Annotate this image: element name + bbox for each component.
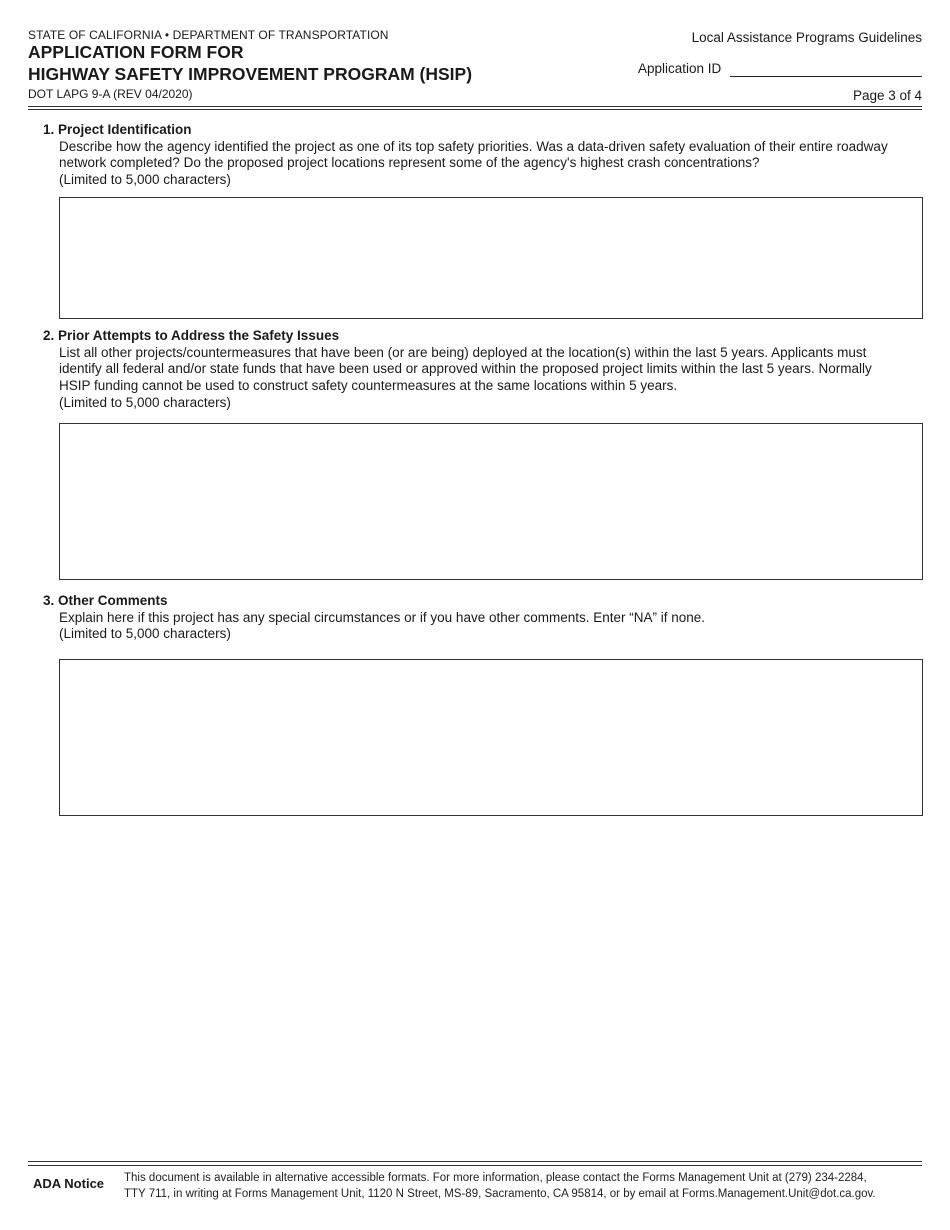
form-number: DOT LAPG 9-A (REV 04/2020) <box>28 87 193 101</box>
character-limit-note: (Limited to 5,000 characters) <box>59 394 231 410</box>
instruction-line: identify all federal and/or state funds that have been used or approved within the proposed project limits within the last 5 years. Normally <box>59 361 872 377</box>
guidelines-label: Local Assistance Programs Guidelines <box>691 30 922 45</box>
footer-divider <box>28 1165 922 1166</box>
ada-notice-label: ADA Notice <box>33 1176 105 1191</box>
section-project-identification <box>43 122 923 189</box>
agency-name: STATE OF CALIFORNIA • DEPARTMENT OF TRANSPORTATION <box>28 28 389 42</box>
form-title-line2: HIGHWAY SAFETY IMPROVEMENT PROGRAM (HSIP) <box>28 64 473 84</box>
header-divider <box>28 109 922 110</box>
prior-attempts-textarea[interactable] <box>59 423 923 580</box>
instruction-line: HSIP funding cannot be used to construct safety countermeasures at the same locations within 5 years. <box>59 378 678 394</box>
form-title-line1: APPLICATION FORM FOR <box>28 42 244 62</box>
other-comments-textarea[interactable] <box>59 659 923 816</box>
application-id-input[interactable] <box>730 58 922 77</box>
section-instructions <box>43 139 923 189</box>
ada-notice-line: TTY 711, in writing at Forms Management Unit, 1120 N Street, MS-89, Sacramento, CA 95814, or by email at Forms.Management.Unit@dot.ca.gov. <box>124 1188 876 1200</box>
instruction-line: network completed? Do the proposed project locations represent some of the agency's highest crash concentrations? <box>59 155 760 171</box>
form-header <box>28 26 922 106</box>
page-number: Page 3 of 4 <box>852 88 922 103</box>
section-other-comments <box>43 593 923 643</box>
application-id-label: Application ID <box>638 61 722 76</box>
character-limit-note: (Limited to 5,000 characters) <box>59 172 231 188</box>
section-instructions <box>43 345 923 412</box>
project-identification-textarea[interactable] <box>59 197 923 319</box>
section-title: 3. Other Comments <box>43 593 168 608</box>
section-title: 2. Prior Attempts to Address the Safety Issues <box>43 328 340 343</box>
header-divider <box>28 106 922 107</box>
footer-divider <box>28 1161 922 1162</box>
section-prior-attempts <box>43 328 923 412</box>
instruction-line: List all other projects/countermeasures that have been (or are being) deployed at the location(s) within the last 5 years. Applicants must <box>59 344 867 360</box>
character-limit-note: (Limited to 5,000 characters) <box>59 626 231 642</box>
ada-notice-text <box>124 1170 912 1202</box>
instruction-line: Explain here if this project has any special circumstances or if you have other comments. Enter “NA” if none. <box>59 609 706 625</box>
ada-notice-line: This document is available in alternative accessible formats. For more information, please contact the Forms Management Unit at (279) 234-2284, <box>124 1172 867 1184</box>
instruction-line: Describe how the agency identified the project as one of its top safety priorities. Was a data-driven safety evaluation of their entire roadway <box>59 138 888 154</box>
section-instructions <box>43 610 923 643</box>
section-title: 1. Project Identification <box>43 122 192 137</box>
